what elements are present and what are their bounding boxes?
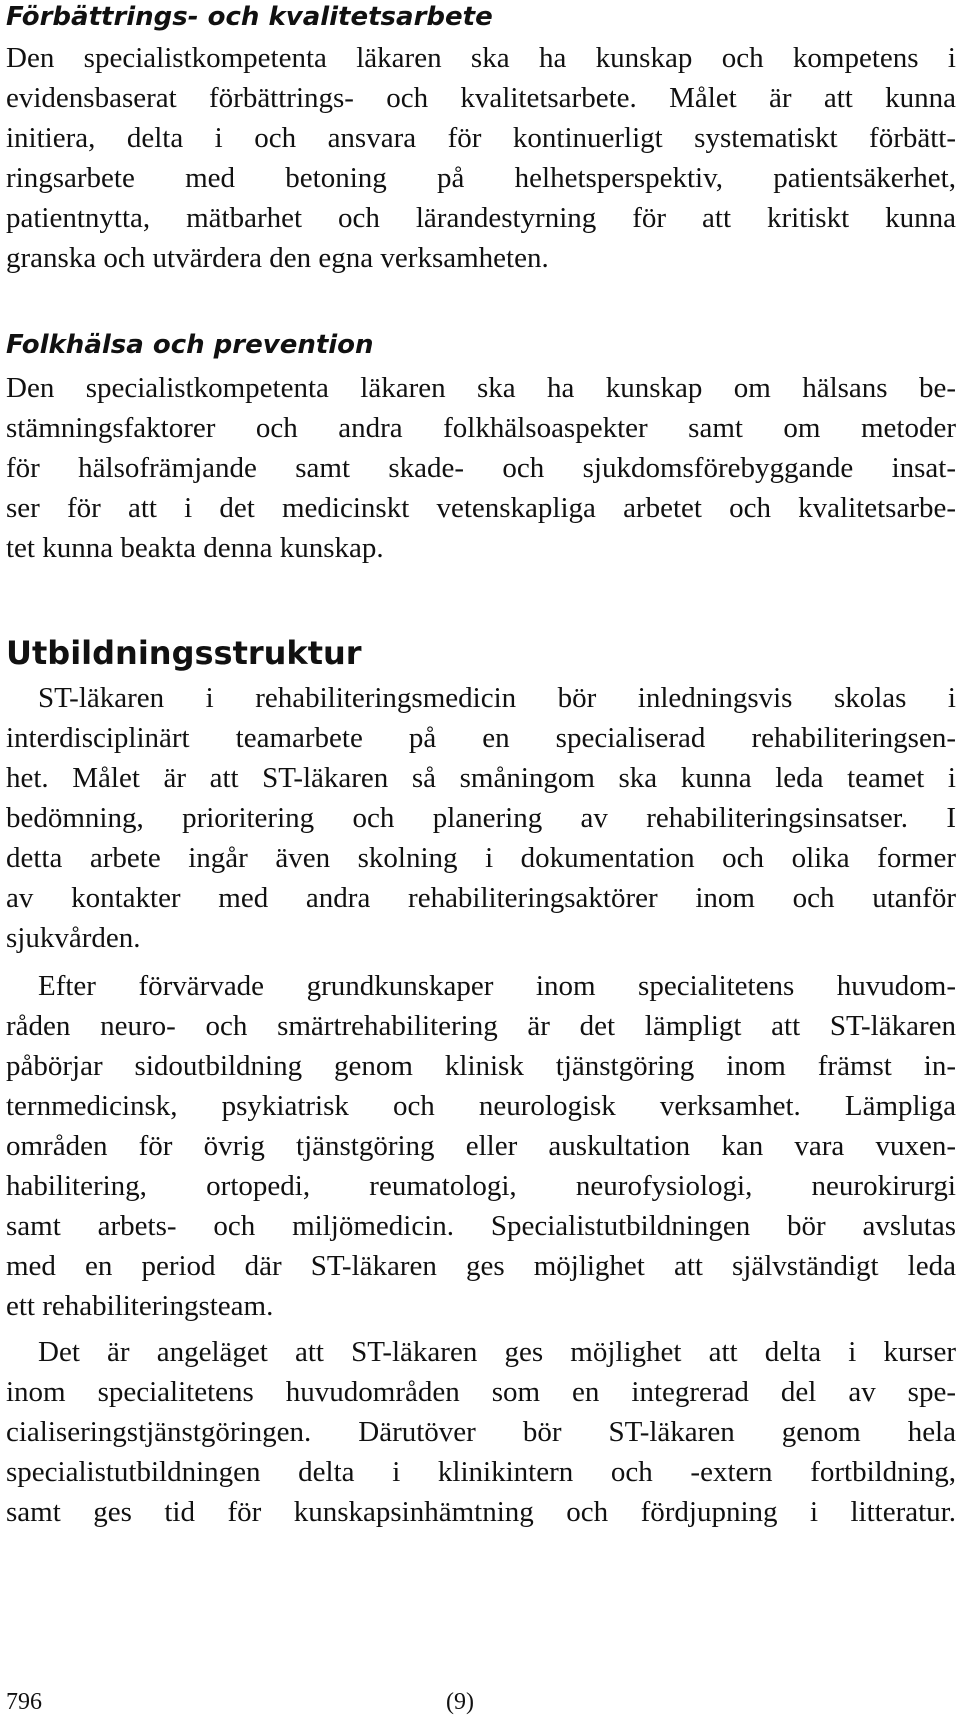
text-line: evidensbaserat förbättrings- och kvalitetsarbete. Målet är att kunna [6,82,956,114]
text-line: initiera, delta i och ansvara för kontinuerligt systematiskt förbätt- [6,122,956,154]
text-line: patientnytta, mätbarhet och lärandestyrning för att kritiskt kunna [6,202,956,234]
text-line: cialiseringstjänstgöringen. Därutöver bör ST-läkaren genom hela [6,1416,956,1448]
text-line: inom specialitetens huvudområden som en integrerad del av spe- [6,1376,956,1408]
text-line: detta arbete ingår även skolning i dokumentation och olika former [6,842,956,874]
text-line: stämningsfaktorer och andra folkhälsoaspekter samt om metoder [6,412,956,444]
text-line: ett rehabiliteringsteam. [6,1290,274,1322]
main-heading: Utbildningsstruktur [6,634,362,672]
text-line: ringsarbete med betoning på helhetsperspektiv, patientsäkerhet, [6,162,956,194]
text-line: tet kunna beakta denna kunskap. [6,532,384,564]
text-line: ternmedicinsk, psykiatrisk och neurologisk verksamhet. Lämpliga [6,1090,956,1122]
section-heading-folkhalsa: Folkhälsa och prevention [6,330,374,360]
text-line: Den specialistkompetenta läkaren ska ha kunskap och kompetens i [6,42,956,74]
text-line: bedömning, prioritering och planering av rehabiliteringsinsatser. I [6,802,956,834]
section-body-forbattring [6,38,956,278]
page-number: 796 [6,1689,42,1715]
text-line: Efter förvärvade grundkunskaper inom specialitetens huvudom- [38,970,956,1002]
text-line: interdisciplinärt teamarbete på en specialiserad rehabiliteringsen- [6,722,956,754]
paragraph-1 [6,678,956,958]
text-line: sjukvården. [6,922,141,954]
text-line: råden neuro- och smärtrehabilitering är det lämpligt att ST-läkaren [6,1010,956,1042]
text-line: specialistutbildningen delta i klinikintern och -extern fortbildning, [6,1456,956,1488]
section-marker: (9) [446,1689,474,1715]
paragraph-3 [6,1332,956,1532]
paragraph-2 [6,966,956,1326]
text-line: för hälsofrämjande samt skade- och sjukdomsförebyggande insat- [6,452,956,484]
text-line: habilitering, ortopedi, reumatologi, neurofysiologi, neurokirurgi [6,1170,956,1202]
text-line: områden för övrig tjänstgöring eller auskultation kan vara vuxen- [6,1130,956,1162]
text-line: samt ges tid för kunskapsinhämtning och fördjupning i litteratur. [6,1496,956,1528]
text-line: ser för att i det medicinskt vetenskapliga arbetet och kvalitetsarbe- [6,492,956,524]
text-line: med en period där ST-läkaren ges möjlighet att självständigt leda [6,1250,956,1282]
text-line: Den specialistkompetenta läkaren ska ha kunskap om hälsans be- [6,372,956,404]
section-body-folkhalsa [6,368,956,568]
text-line: granska och utvärdera den egna verksamheten. [6,242,549,274]
section-heading-forbattring: Förbättrings- och kvalitetsarbete [6,2,493,32]
text-line: ST-läkaren i rehabiliteringsmedicin bör inledningsvis skolas i [38,682,956,714]
text-line: samt arbets- och miljömedicin. Specialistutbildningen bör avslutas [6,1210,956,1242]
text-line: av kontakter med andra rehabiliteringsaktörer inom och utanför [6,882,956,914]
text-line: Det är angeläget att ST-läkaren ges möjlighet att delta i kurser [38,1336,956,1368]
text-line: het. Målet är att ST-läkaren så småningom ska kunna leda teamet i [6,762,956,794]
text-line: påbörjar sidoutbildning genom klinisk tjänstgöring inom främst in- [6,1050,956,1082]
